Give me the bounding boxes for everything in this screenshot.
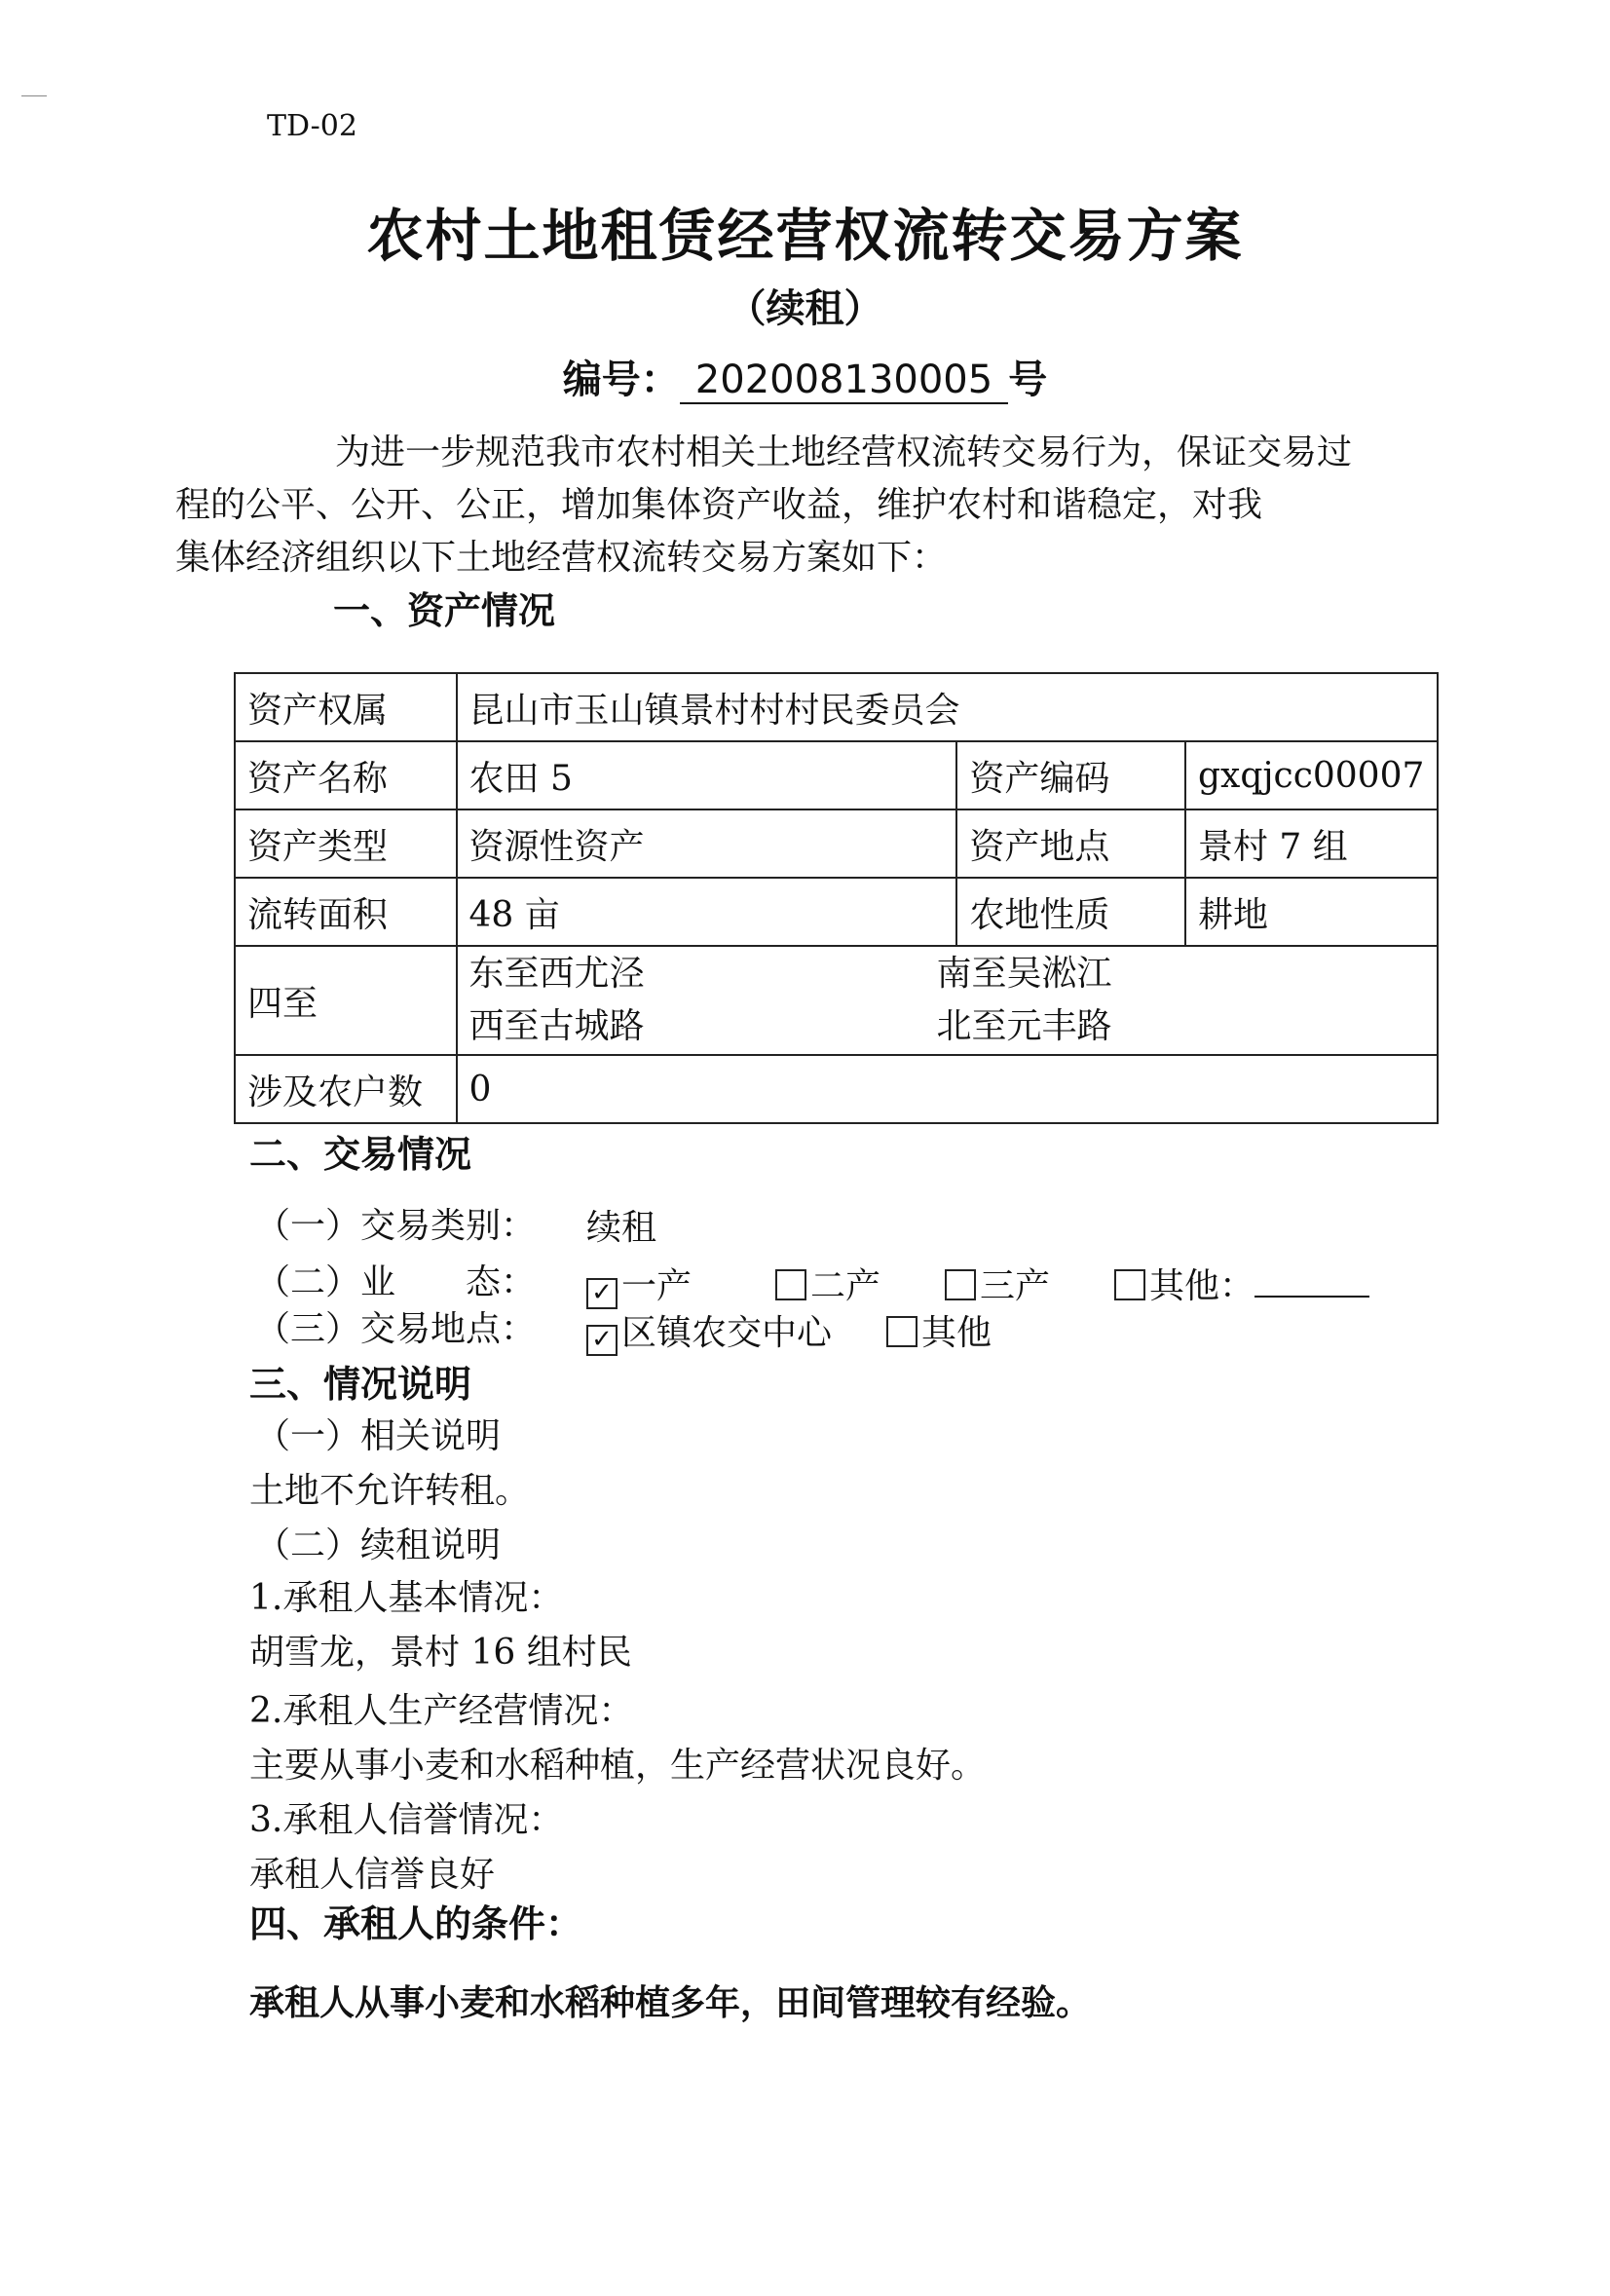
intro-line: 集体经济组织以下土地经营权流转交易方案如下：	[175, 538, 948, 578]
place-option-other: 其他	[886, 1305, 992, 1355]
households-label: 涉及农户数	[235, 1055, 457, 1123]
trade-category-label: （一）交易类别：	[255, 1206, 537, 1246]
document-title: 农村土地租赁经营权流转交易方案	[366, 203, 1244, 269]
number-label: 编号：	[562, 358, 680, 402]
industry-option-other: 其他：	[1114, 1259, 1369, 1308]
households-value: 0	[457, 1055, 1439, 1123]
boundary-north: 北至元丰路	[936, 1006, 1112, 1046]
table-row	[235, 673, 1438, 741]
asset-type-label: 资产类型	[235, 809, 457, 878]
section-heading-trade: 二、交易情况	[249, 1133, 472, 1176]
land-nature-label: 农地性质	[956, 878, 1185, 946]
notes-item-3-text: 承租人信誉良好	[249, 1855, 496, 1895]
notes-item-2: 2.承租人生产经营情况：	[249, 1691, 634, 1731]
notes-item-2-text: 主要从事小麦和水稻种植，生产经营状况良好。	[249, 1746, 987, 1786]
notes-item-1-text: 胡雪龙，景村 16 组村民	[249, 1633, 632, 1673]
industry-option-secondary: 二产	[775, 1259, 880, 1308]
industry-option-primary: ✓ 一产	[586, 1259, 692, 1309]
checkbox-empty-icon	[886, 1316, 917, 1347]
place-option-center: ✓ 区镇农交中心	[586, 1305, 832, 1356]
area-label: 流转面积	[235, 878, 457, 946]
boundary-west: 西至古城路	[468, 1006, 645, 1046]
section-heading-notes: 三、情况说明	[249, 1363, 472, 1406]
boundary-label: 四至	[235, 946, 457, 1055]
intro-line: 程的公平、公开、公正，增加集体资产收益，维护农村和谐稳定，对我	[175, 485, 1263, 525]
notes-item-3: 3.承租人信誉情况：	[249, 1800, 564, 1840]
trade-category-value: 续租	[586, 1208, 657, 1248]
intro-paragraph	[175, 427, 1424, 584]
industry-label: （二）业 态：	[255, 1262, 537, 1302]
notes-subheading-2: （二）续租说明	[255, 1525, 502, 1565]
table-row	[235, 946, 1438, 1055]
document-code: TD-02	[267, 109, 357, 143]
notes-subheading-1: （一）相关说明	[255, 1416, 502, 1456]
asset-code-value: gxqjcc00007	[1185, 741, 1438, 809]
number-suffix: 号	[1008, 358, 1048, 402]
table-row	[235, 1055, 1438, 1123]
land-nature-value: 耕地	[1185, 878, 1438, 946]
checkbox-checked-icon: ✓	[586, 1278, 618, 1309]
asset-type-value: 资源性资产	[457, 809, 957, 878]
boundary-value	[457, 946, 1439, 1055]
document-number	[0, 349, 1610, 404]
table-row	[235, 741, 1438, 809]
notes-text-1: 土地不允许转租。	[249, 1471, 531, 1511]
checkbox-empty-icon	[1114, 1269, 1145, 1300]
boundary-south: 南至吴淞江	[936, 954, 1112, 994]
other-blank-line	[1254, 1296, 1369, 1298]
checkbox-checked-icon: ✓	[586, 1325, 618, 1356]
asset-location-value: 景村 7 组	[1185, 809, 1438, 878]
notes-item-1: 1.承租人基本情况：	[249, 1578, 564, 1618]
checkbox-empty-icon	[945, 1269, 976, 1300]
asset-table	[234, 672, 1439, 1124]
asset-name-value: 农田 5	[457, 741, 957, 809]
table-row	[235, 878, 1438, 946]
intro-line: 为进一步规范我市农村相关土地经营权流转交易行为，保证交易过	[335, 433, 1353, 472]
number-value: 202008130005	[680, 358, 1008, 404]
section-heading-conditions: 四、承租人的条件：	[249, 1902, 583, 1945]
area-value: 48 亩	[457, 878, 957, 946]
ownership-value: 昆山市玉山镇景村村村民委员会	[457, 673, 1439, 741]
table-row	[235, 809, 1438, 878]
margin-mark	[21, 95, 47, 96]
asset-code-label: 资产编码	[956, 741, 1185, 809]
trade-place-label: （三）交易地点：	[255, 1309, 537, 1349]
asset-location-label: 资产地点	[956, 809, 1185, 878]
boundary-east: 东至西尤泾	[468, 954, 645, 994]
asset-name-label: 资产名称	[235, 741, 457, 809]
ownership-label: 资产权属	[235, 673, 457, 741]
document-subtitle: （续租）	[727, 286, 883, 331]
section-heading-assets: 一、资产情况	[333, 589, 556, 632]
industry-option-tertiary: 三产	[945, 1259, 1050, 1308]
conditions-text: 承租人从事小麦和水稻种植多年，田间管理较有经验。	[249, 1983, 1092, 2023]
checkbox-empty-icon	[775, 1269, 806, 1300]
